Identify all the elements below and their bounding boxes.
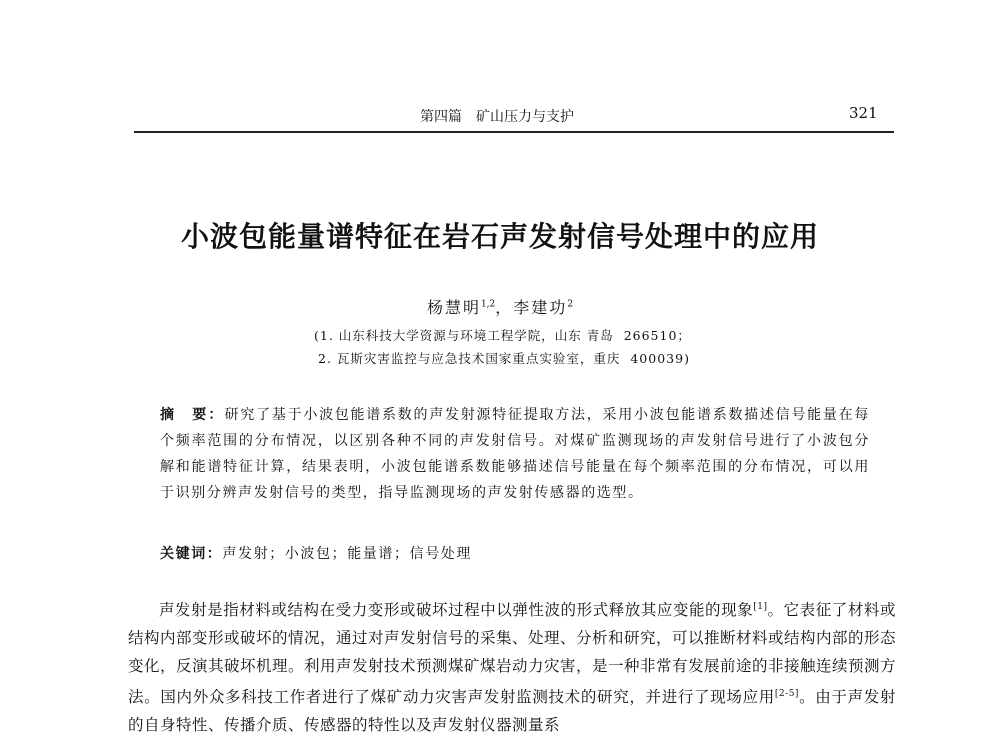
page-number: 321 [849, 104, 878, 122]
author-name: 李建功 [513, 298, 568, 317]
header-rule [134, 131, 894, 133]
author-line [0, 295, 1000, 318]
author-affil-mark: 1,2 [480, 299, 496, 310]
running-header-section: 第四篇 矿山压力与支护 [420, 109, 574, 125]
citation-mark: [2-5] [774, 689, 799, 700]
affiliation-line: 2. 瓦斯灾害监控与应急技术国家重点实验室，重庆 400039) [318, 351, 690, 366]
body-paragraph [128, 593, 896, 739]
keywords [160, 543, 472, 563]
author-name: 杨慧明 [426, 298, 481, 317]
body-text-segment: 。由于声发射的自身特性、传播介质、传感器的特性以及声发射仪器测量系 [128, 688, 896, 735]
keywords-text: 声发射；小波包；能量谱；信号处理 [222, 546, 473, 562]
abstract-label: 摘 要： [160, 407, 225, 423]
abstract-text: 研究了基于小波包能谱系数的声发射源特征提取方法，采用小波包能谱系数描述信号能量在每个频率范围的分布情况，以区别各种不同的声发射信号。对煤矿监测现场的声发射信号进行了小波包分解和能谱特征计算，结果表明，小波包能谱系数能够描述信号能量在每个频率范围的分布情况，可以用于识别分辨声发射信号的类型，指导监测现场的声发射传感器的选型。 [160, 407, 871, 501]
citation-mark: [1] [753, 602, 768, 612]
affiliation-line: (1. 山东科技大学资源与环境工程学院，山东 青岛 266510； [314, 328, 691, 343]
body-text-segment: 声发射是指材料或结构在受力变形或破坏过程中以弹性波的形式释放其应变能的现象 [159, 601, 754, 620]
keywords-label: 关键词： [160, 546, 223, 562]
body-text-segment: 。它表征了材料或结构内部变形或破坏的情况，通过对声发射信号的采集、处理、分析和研究，可以推断材料或结构内部的形态变化，反演其破坏机理。利用声发射技术预测煤矿煤岩动力灾害，是一种非常有发展前途的非接触连续预测方法。国内外众多科技工作者进行了煤矿动力灾害声发射监测技术的研究，并进行了现场应用 [128, 601, 897, 707]
abstract [160, 402, 870, 506]
author-separator: ， [495, 298, 514, 317]
paper-title: 小波包能量谱特征在岩石声发射信号处理中的应用 [180, 220, 819, 253]
author-affil-mark: 2 [567, 299, 574, 310]
